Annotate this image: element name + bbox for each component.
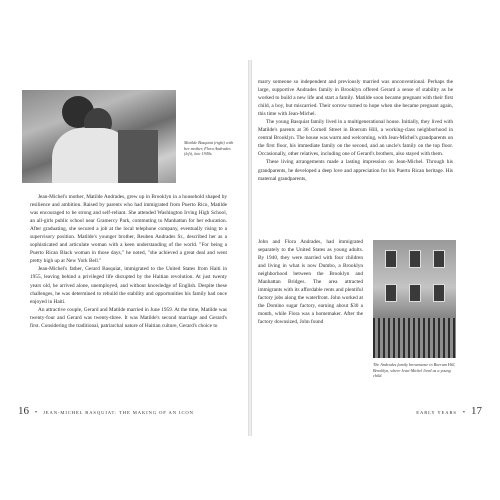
page-number: 16 [18,405,29,417]
page-number: 17 [471,405,482,417]
paragraph: marry someone so independent and previously married was unconventional. Perhaps the large, supportive Andrades family in Brooklyn offered Gerard a sense of stability as he worked to build a new life and start a family. Matilde soon became pregnant with their first child, a boy, but miscarried. Their sorrow turned to hope when she became pregnant again, this time with Jean-Michel. [258,79,453,118]
photo-window [409,250,421,268]
brownstone-photo [373,240,456,358]
running-head: EARLY YEARS [416,410,457,415]
paragraph: Jean-Michel's father, Gerard Basquiat, immigrated to the United States from Haiti in 1955, leaving behind a privileged life disrupted by the Haitian revolution. At just twenty years old, he arrived alone, unemployed, and without knowledge of English. Despite these challenges, he was determined to rebuild the stability and opportunities his family had once enjoyed in Haiti. [30,266,227,305]
paragraph: The young Basquiat family lived in a multigenerational house. Initially, they lived with Matilde's parents at 36 Cornell Street in Boerum Hill, a working-class neighborhood in central Brooklyn. The house was warm and welcoming, with Jean-Michel's grandparents on the first floor, his immediate family on the second, and an uncle's family on the top floor. Occasionally, other relatives, including one of Gerard's brothers, also stayed with them. [258,119,453,158]
folio-bullet-icon: • [35,410,38,416]
paragraph: These living arrangements made a lasting impression on Jean-Michel. Through his grandparents, he developed a deep love and appreciation for his Puerto Rican heritage. His maternal grandparents, [258,159,453,182]
photo-window [385,284,397,302]
paragraph: Jean-Michel's mother, Matilde Andrades, grew up in Brooklyn in a household shaped by resilience and ambition. Raised by parents who had immigrated from Puerto Rico, Matilde was encouraged to be strong and self-reliant. She attended Washington Irving High School, an all-girls public school near Gramercy Park, commuting to Manhattan for her education. After graduating, she secured a job at the local telephone company, eventually rising to a supervisory position. Matilde's younger brother, Reuben Andrades Sr., described her as a sophisticated and articulate woman with a keen understanding of the world. "For being a Puerto Rican Black woman in those days," he noted, "she achieved a great deal and went pretty high up at New York Bell." [30,194,227,265]
photo-window [433,284,445,302]
photo-window [385,250,397,268]
running-head: JEAN-MICHEL BASQUIAT: THE MAKING OF AN ICON [43,410,194,415]
right-folio [416,405,482,417]
right-page-content [0,60,500,436]
photo-window [433,250,445,268]
right-body-text-narrow [258,238,363,327]
photo-caption: Matilde Basquiat (right) with her mother, Flora Andrades (left), late 1940s. [184,140,234,157]
folio-bullet-icon: • [462,410,465,416]
right-body-text [258,78,453,183]
paragraph: An attractive couple, Gerard and Matilde married in June 1959. At the time, Matilde was twenty-four and Gerard was twenty-three. It was Matilde's second marriage and Gerard's first. Considering the traditional, patriarchal nature of Haitian culture, Gerard's choice to [30,306,227,329]
paragraph: John and Flora Andrades, had immigrated separately to the United States as young adults. By 1940, they were married with four children and living in what is now Dumbo, a Brooklyn neighborhood between the Brooklyn and Manhattan Bridges. The area attracted immigrants with its affordable rents and plentiful factory jobs along the waterfront. John worked at the Domino sugar factory, earning about $30 a month, while Flora was a homemaker. After the factory downsized, John found [258,239,363,326]
photo-railing [373,318,456,358]
photo-caption: The Andrades family brownstone in Boerum Hill, Brooklyn, where Jean-Michel lived as a young child. [373,362,456,379]
photo-window [409,284,421,302]
